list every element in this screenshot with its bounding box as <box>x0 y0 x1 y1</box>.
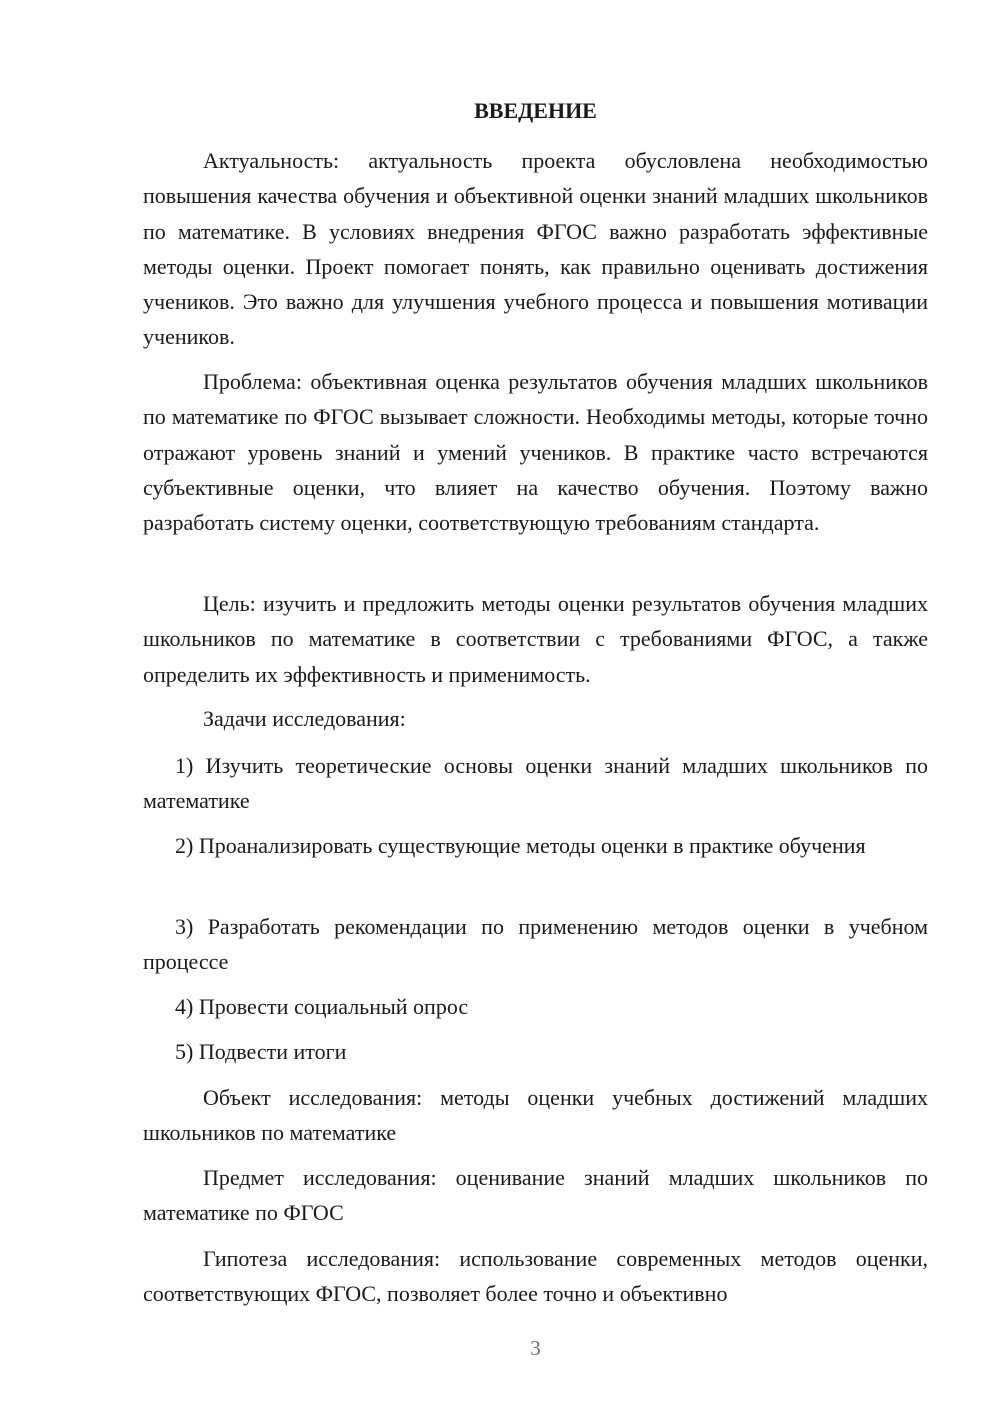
paragraph-relevance: Актуальность: актуальность проекта обусловлена необходимостью повышения качества обучения и объективной оценки знаний младших школьников по математике. В условиях внедрения ФГОС важно разработать эффективные методы оценки. Проект помогает понять, как правильно оценивать достижения учеников. Это важно для улучшения учебного процесса и повышения мотивации учеников. <box>143 148 928 350</box>
task-item-1: 1) Изучить теоретические основы оценки знаний младших школьников по математике <box>143 753 928 814</box>
tasks-heading: Задачи исследования: <box>203 706 406 731</box>
task-item-3: 3) Разработать рекомендации по применению методов оценки в учебном процессе <box>143 914 928 975</box>
page-number: 3 <box>530 1336 541 1360</box>
paragraph-problem: Проблема: объективная оценка результатов обучения младших школьников по математике по ФГОС вызывает сложности. Необходимы методы, которые точно отражают уровень знаний и умений учеников. В практике часто встречаются субъективные оценки, что влияет на качество обучения. Поэтому важно разработать систему оценки, соответствующую требованиям стандарта. <box>143 369 928 536</box>
paragraph-hypothesis: Гипотеза исследования: использование современных методов оценки, соответствующих ФГОС, позволяет более точно и объективно <box>143 1246 928 1307</box>
page-title: ВВЕДЕНИЕ <box>474 98 597 123</box>
task-item-2: 2) Проанализировать существующие методы оценки в практике обучения <box>175 833 866 858</box>
paragraph-subject: Предмет исследования: оценивание знаний младших школьников по математике по ФГОС <box>143 1165 928 1226</box>
document-page <box>143 0 928 1414</box>
task-item-4: 4) Провести социальный опрос <box>175 994 469 1019</box>
task-item-5: 5) Подвести итоги <box>175 1039 347 1064</box>
paragraph-object: Объект исследования: методы оценки учебных достижений младших школьников по математике <box>143 1085 928 1146</box>
paragraph-goal: Цель: изучить и предложить методы оценки результатов обучения младших школьников по математике в соответствии с требованиями ФГОС, а также определить их эффективность и применимость. <box>143 591 928 687</box>
